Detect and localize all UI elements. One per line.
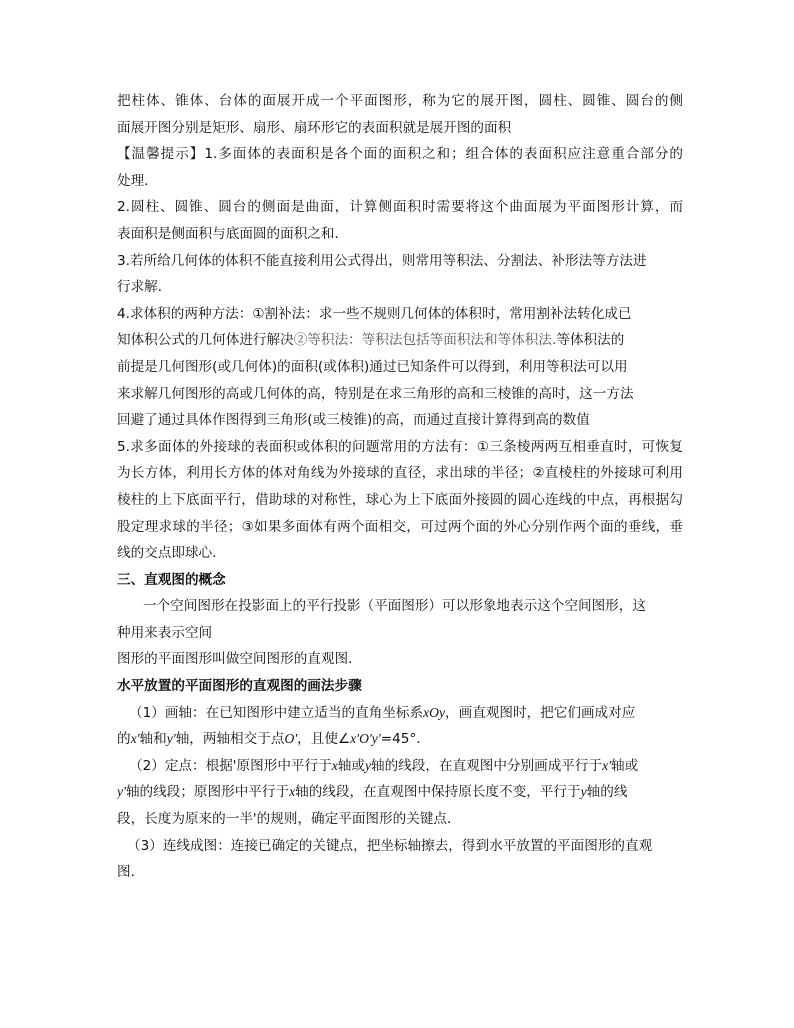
document-body [117,88,683,886]
step-2-line-2 [117,779,683,806]
step-text: 轴，两轴相交于点 [175,731,285,748]
step-2-line-3: 段，长度为原来的一半'的规则，确定平面图形的关键点． [117,811,461,828]
paragraph-line: 5.求多面体的外接球的表面积或体积的问题常用的方法有：①三条棱两两互相垂直时，可恢复 [117,438,683,455]
grey-text: ②等积法：等积法包括等面积法和等体积法. [293,332,557,349]
math-symbol: y' [117,784,126,800]
step-text: =45°． [380,731,430,748]
step-text: 轴的线段，在直观图中保持原长度不变，平行于 [295,784,581,801]
paragraph-line: 来求解几何图形的高或几何体的高，特别是在求三角形的高和三棱锥的高时，这一方法 [117,385,634,402]
math-symbol: x [331,757,338,773]
paragraph-line: 图形的平面图形叫做空间图形的直观图． [117,651,362,668]
step-text: 轴的线段，在直观图中分别画成平行于 [370,757,603,774]
step-text: 轴的线段；原图形中平行于 [125,784,290,801]
paragraph-line: 行求解． [117,279,172,296]
math-symbol: y [364,757,371,773]
math-symbol: x [289,784,296,800]
line-text: 知体积公式的几何体进行解决 [117,332,294,349]
step-text: （2）定点：根据'原图形中平行于 [129,757,332,774]
paragraph-line: 种用来表示空间 [117,624,213,641]
line-text: 等体积法的 [556,332,625,349]
step-text: （1）画轴：在已知图形中建立适当的直角坐标系 [129,704,424,721]
step-text: 的 [117,731,131,748]
step-text: 轴和 [139,731,167,748]
step-text: 轴或 [337,757,365,774]
math-symbol: y' [166,731,176,747]
tip-line: 【温馨提示】1.多面体的表面积是各个面的面积之和；组合体的表面积应注意重合部分的 [117,146,683,163]
math-symbol: x'O'y' [350,731,381,747]
step-text: 轴或 [611,757,639,774]
math-symbol: x' [130,731,140,747]
paragraph-line: 一个空间图形在投影面上的平行投影（平面图形）可以形象地表示这个空间图形，这 [143,598,646,615]
paragraph-line: 面展开图分别是矩形、扇形、扇环形它的表面积就是展开图的面积 [117,119,512,136]
paragraph-line: 表面积是侧面积与底面圆的面积之和． [117,225,349,242]
step-2-line-1 [117,753,683,780]
paragraph-line: 回避了通过具体作图得到三角形(或三棱锥)的高，而通过直接计算得到高的数值 [117,412,590,429]
paragraph-line: 2.圆柱、圆锥、圆台的侧面是曲面，计算侧面积时需要将这个曲面展为平面图形计算，而 [117,199,683,216]
step-1-line-2 [117,726,683,753]
step-3-line-2: 图． [117,864,145,881]
paragraph-line: 4.求体积的两种方法：①割补法：求一些不规则几何体的体积时，常用割补法转化成已 [117,305,632,322]
math-symbol: y [580,784,587,800]
subsection-heading: 水平放置的平面图形的直观图的画法步骤 [117,678,362,695]
math-symbol: O' [284,731,298,747]
step-text: ，画直观图时，把它们画成对应 [445,704,636,721]
step-3-line-1: （3）连线成图：连接已确定的关键点，把坐标轴擦去，得到水平放置的平面图形的直观 [127,837,653,854]
math-symbol: x' [602,757,612,773]
step-1-line-1 [117,700,683,727]
paragraph-line: 3.若所给几何体的体积不能直接利用公式得出，则常用等积法、分割法、补形法等方法进 [117,252,647,269]
section-heading: 三、直观图的概念 [117,571,226,588]
paragraph-line: 为长方体，利用长方体的体对角线为外接球的直径，求出球的半径；②直棱柱的外接球可利用 [117,465,683,482]
math-symbol: xOy [423,704,446,720]
paragraph-line: 把柱体、锥体、台体的面展开成一个平面图形，称为它的展开图，圆柱、圆锥、圆台的侧 [117,93,683,109]
paragraph-line: 股定理求球的半径；③如果多面体有两个面相交，可过两个面的外心分别作两个面的垂线，垂 [117,518,683,535]
step-text: ，且使∠ [297,731,351,748]
paragraph-line: 线的交点即球心． [117,545,226,562]
paragraph-line: 棱柱的上下底面平行，借助球的对称性，球心为上下底面外接圆的圆心连线的中点，再根据勾 [117,491,683,508]
paragraph-line: 前提是几何图形(或几何体)的面积(或体积)通过已知条件可以得到，利用等积法可以用 [117,358,628,375]
step-text: 轴的线 [586,784,628,801]
paragraph-line: 处理． [117,172,158,189]
paragraph-line [117,327,683,354]
